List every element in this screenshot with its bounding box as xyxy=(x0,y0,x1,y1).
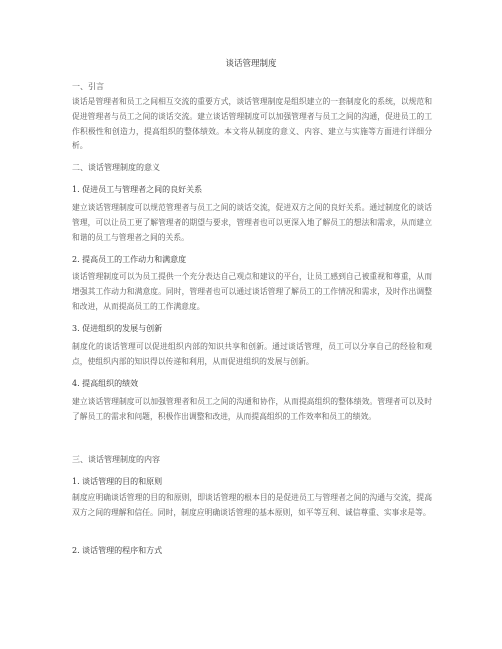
subheading-innovation: 3. 促进组织的发展与创新 xyxy=(72,324,163,333)
paragraph-performance: 建立谈话管理制度可以加强管理者和员工之间的沟通和协作，从而提高组织的整体绩效。管理者可以及时了解员工的需求和问题，积极作出调整和改进，从而提高组织的工作效率和员工的绩效。 xyxy=(72,397,432,421)
paragraph-innovation: 制度化的谈话管理可以促进组织内部的知识共享和创新。通过谈话管理，员工可以分享自己的经验和观点，使组织内部的知识得以传递和利用，从而促进组织的发展与创新。 xyxy=(72,342,432,366)
section-heading-significance: 二、谈话管理制度的意义 xyxy=(72,163,160,172)
subheading-relationship: 1. 促进员工与管理者之间的良好关系 xyxy=(72,185,203,194)
paragraph-intro: 谈话是管理者和员工之间相互交流的重要方式，谈话管理制度是组织建立的一套制度化的系统，以规范和促进管理者与员工之间的谈话交流。建立谈话管理制度可以加强管理者与员工之间的沟通，促进员工的工作积极性和创造力，提高组织的整体绩效。本文将从制度的意义、内容、建立与实施等方面进行详细分析。 xyxy=(72,97,432,151)
subheading-procedure: 2. 谈话管理的程序和方式 xyxy=(72,546,163,555)
paragraph-relationship: 建立谈话管理制度可以规范管理者与员工之间的谈话交流，促进双方之间的良好关系。通过制度化的谈话管理，可以让员工更了解管理者的期望与要求，管理者也可以更深入地了解员工的想法和需求，从而建立和谐的员工与管理者之间的关系。 xyxy=(72,203,432,242)
document-title: 谈话管理制度 xyxy=(225,59,277,69)
subheading-purpose-principles: 1. 谈话管理的目的和原则 xyxy=(72,477,163,486)
section-heading-intro: 一、引言 xyxy=(72,82,104,91)
subheading-performance: 4. 提高组织的绩效 xyxy=(72,379,139,388)
paragraph-motivation: 谈话管理制度可以为员工提供一个充分表达自己观点和建议的平台，让员工感到自己被重视和尊重，从而增强其工作动力和满意度。同时，管理者也可以通过谈话管理了解员工的工作情况和需求，及时作出调整和改进，从而提高员工的工作满意度。 xyxy=(72,272,432,311)
section-heading-content: 三、谈话管理制度的内容 xyxy=(72,455,160,464)
subheading-motivation: 2. 提高员工的工作动力和满意度 xyxy=(72,255,187,264)
paragraph-purpose-principles: 制度应明确谈话管理的目的和原则，即谈话管理的根本目的是促进员工与管理者之间的沟通与交流，提高双方之间的理解和信任。同时，制度应明确谈话管理的基本原则，如平等互利、诚信尊重、实事求是等。 xyxy=(72,493,432,517)
